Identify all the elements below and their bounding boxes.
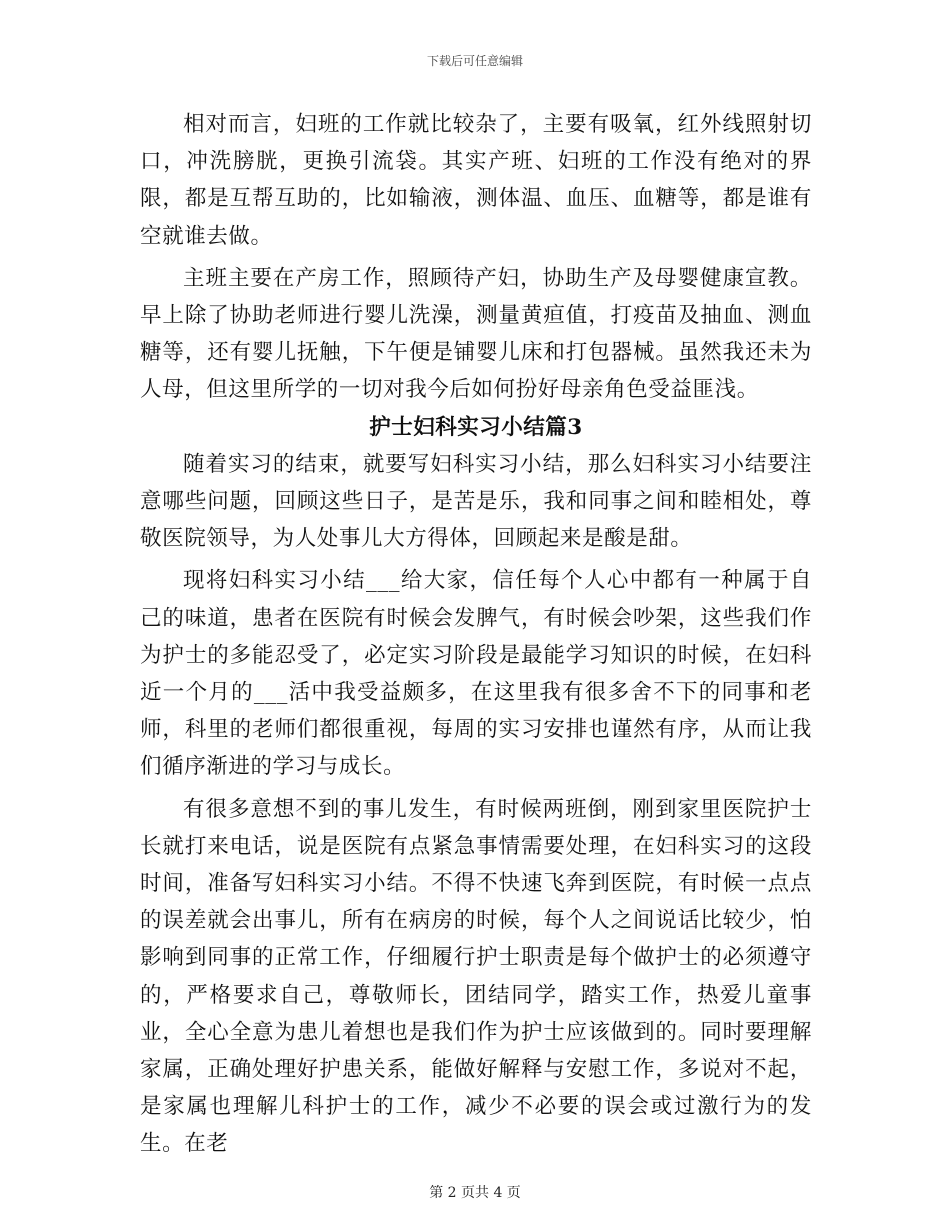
page-content xyxy=(140,106,812,1163)
paragraph: 有很多意想不到的事儿发生，有时候两班倒，刚到家里医院护士长就打来电话，说是医院有点紧急事情需要处理，在妇科实习的这段时间，准备写妇科实习小结。不得不快速飞奔到医院，有时候一点点的误差就会出事儿，所有在病房的时候，每个人之间说话比较少，怕影响到同事的正常工作，仔细履行护士职责是每个做护士的必须遵守的，严格要求自己，尊敬师长，团结同学，踏实工作，热爱儿童事业，全心全意为患儿着想也是我们作为护士应该做到的。同时要理解家属，正确处理好护患关系，能做好解释与安慰工作，多说对不起，是家属也理解儿科护士的工作，减少不必要的误会或过激行为的发生。在老 xyxy=(140,796,812,1157)
paragraph: 随着实习的结束，就要写妇科实习小结，那么妇科实习小结要注意哪些问题，回顾这些日子，是苦是乐，我和同事之间和睦相处，尊敬医院领导，为人处事儿大方得体，回顾起来是酸是甜。 xyxy=(140,451,812,552)
paragraph: 主班主要在产房工作，照顾待产妇，协助生产及母婴健康宣教。早上除了协助老师进行婴儿洗澡，测量黄疸值，打疫苗及抽血、测血糖等，还有婴儿抚触，下午便是铺婴儿床和打包器械。虽然我还未为人母，但这里所学的一切对我今后如何扮好母亲角色受益匪浅。 xyxy=(140,265,812,403)
paragraph: 相对而言，妇班的工作就比较杂了，主要有吸氧，红外线照射切口，冲洗膀胱，更换引流袋。其实产班、妇班的工作没有绝对的界限，都是互帮互助的，比如输液，测体温、血压、血糖等，都是谁有空就谁去做。 xyxy=(140,112,812,249)
page-footer: 第 2 页共 4 页 xyxy=(429,1185,521,1201)
section-heading: 护士妇科实习小结篇3 xyxy=(369,414,583,440)
page-header: 下载后可任意编辑 xyxy=(426,54,523,68)
paragraph: 现将妇科实习小结___给大家，信任每个人心中都有一种属于自己的味道，患者在医院有时候会发脾气，有时候会吵架，这些我们作为护士的多能忍受了，必定实习阶段是最能学习知识的时候，在妇科近一个月的___活中我受益颇多，在这里我有很多舍不下的同事和老师，科里的老师们都很重视，每周的实习安排也谨然有序，从而让我们循序渐进的学习与成长。 xyxy=(140,568,812,780)
